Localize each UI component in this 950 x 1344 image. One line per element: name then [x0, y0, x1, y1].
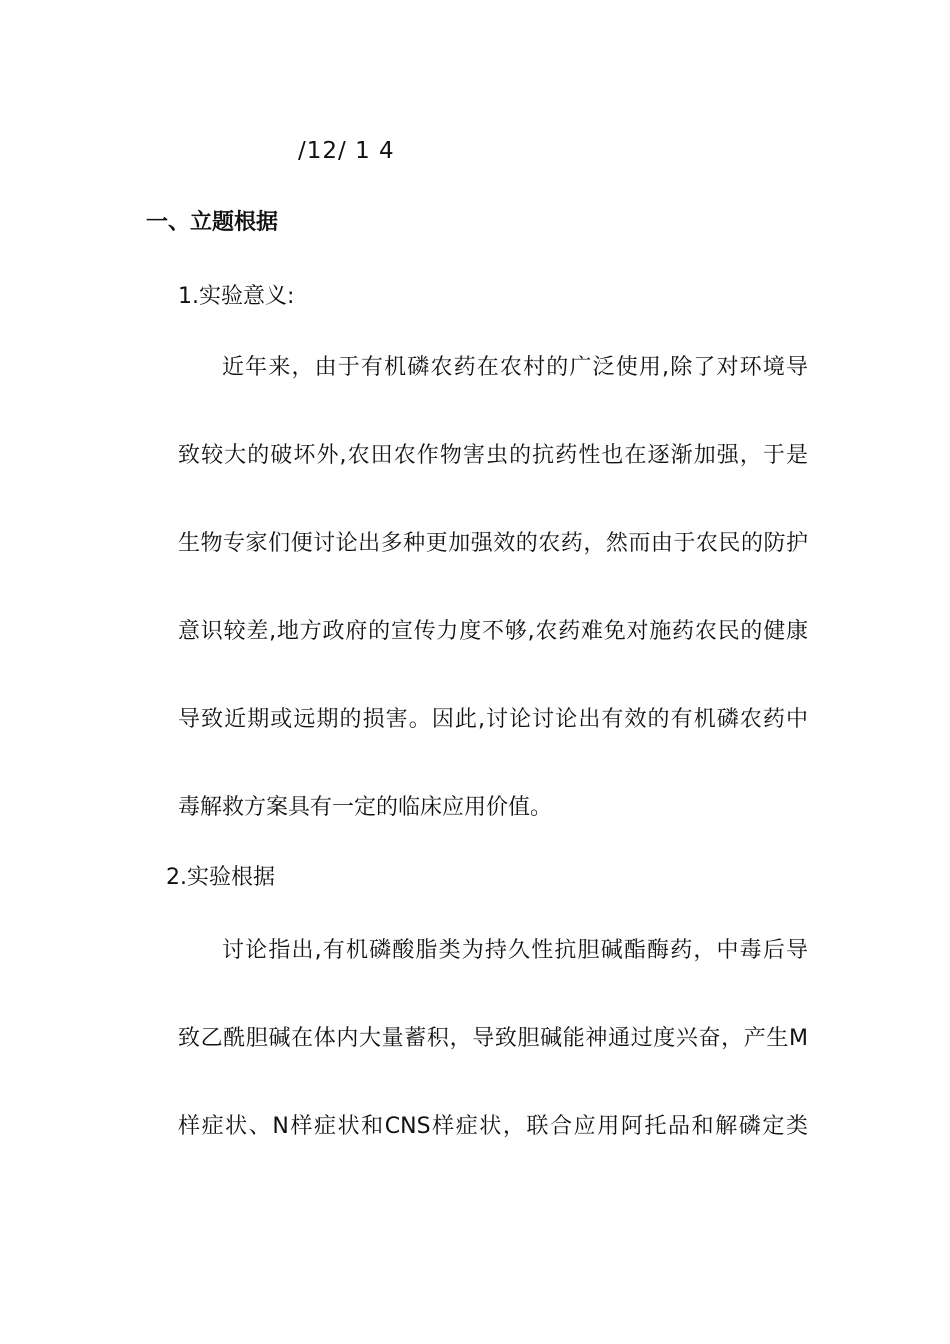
- paragraph-line: 生物专家们便讨论出多种更加强效的农药，然而由于农民的防护: [178, 531, 808, 556]
- paragraph-line: 意识较差,地方政府的宣传力度不够,农药难免对施药农民的健康: [178, 619, 808, 644]
- paragraph-line: 毒解救方案具有一定的临床应用价值。: [178, 795, 553, 820]
- paragraph-line: 样症状、N样症状和CNS样症状，联合应用阿托品和解磷定类: [178, 1114, 808, 1139]
- section-heading: 一、立题根据: [146, 210, 279, 235]
- paragraph-line: 导致近期或远期的损害。因此,讨论讨论出有效的有机磷农药中: [178, 707, 808, 732]
- document-date: /12/ 1 4: [298, 138, 395, 164]
- paragraph-basis: [178, 936, 808, 1142]
- paragraph-line: 近年来，由于有机磷农药在农村的广泛使用,除了对环境导: [222, 355, 808, 380]
- subsection-title-significance: 1.实验意义:: [178, 284, 295, 309]
- paragraph-line: 讨论指出,有机磷酸脂类为持久性抗胆碱酯酶药，中毒后导: [222, 938, 808, 963]
- paragraph-significance: [178, 353, 808, 823]
- paragraph-line: 致乙酰胆碱在体内大量蓄积，导致胆碱能神通过度兴奋，产生M: [178, 1026, 808, 1051]
- subsection-title-basis: 2.实验根据: [166, 865, 275, 890]
- paragraph-line: 致较大的破坏外,农田农作物害虫的抗药性也在逐渐加强，于是: [178, 443, 808, 468]
